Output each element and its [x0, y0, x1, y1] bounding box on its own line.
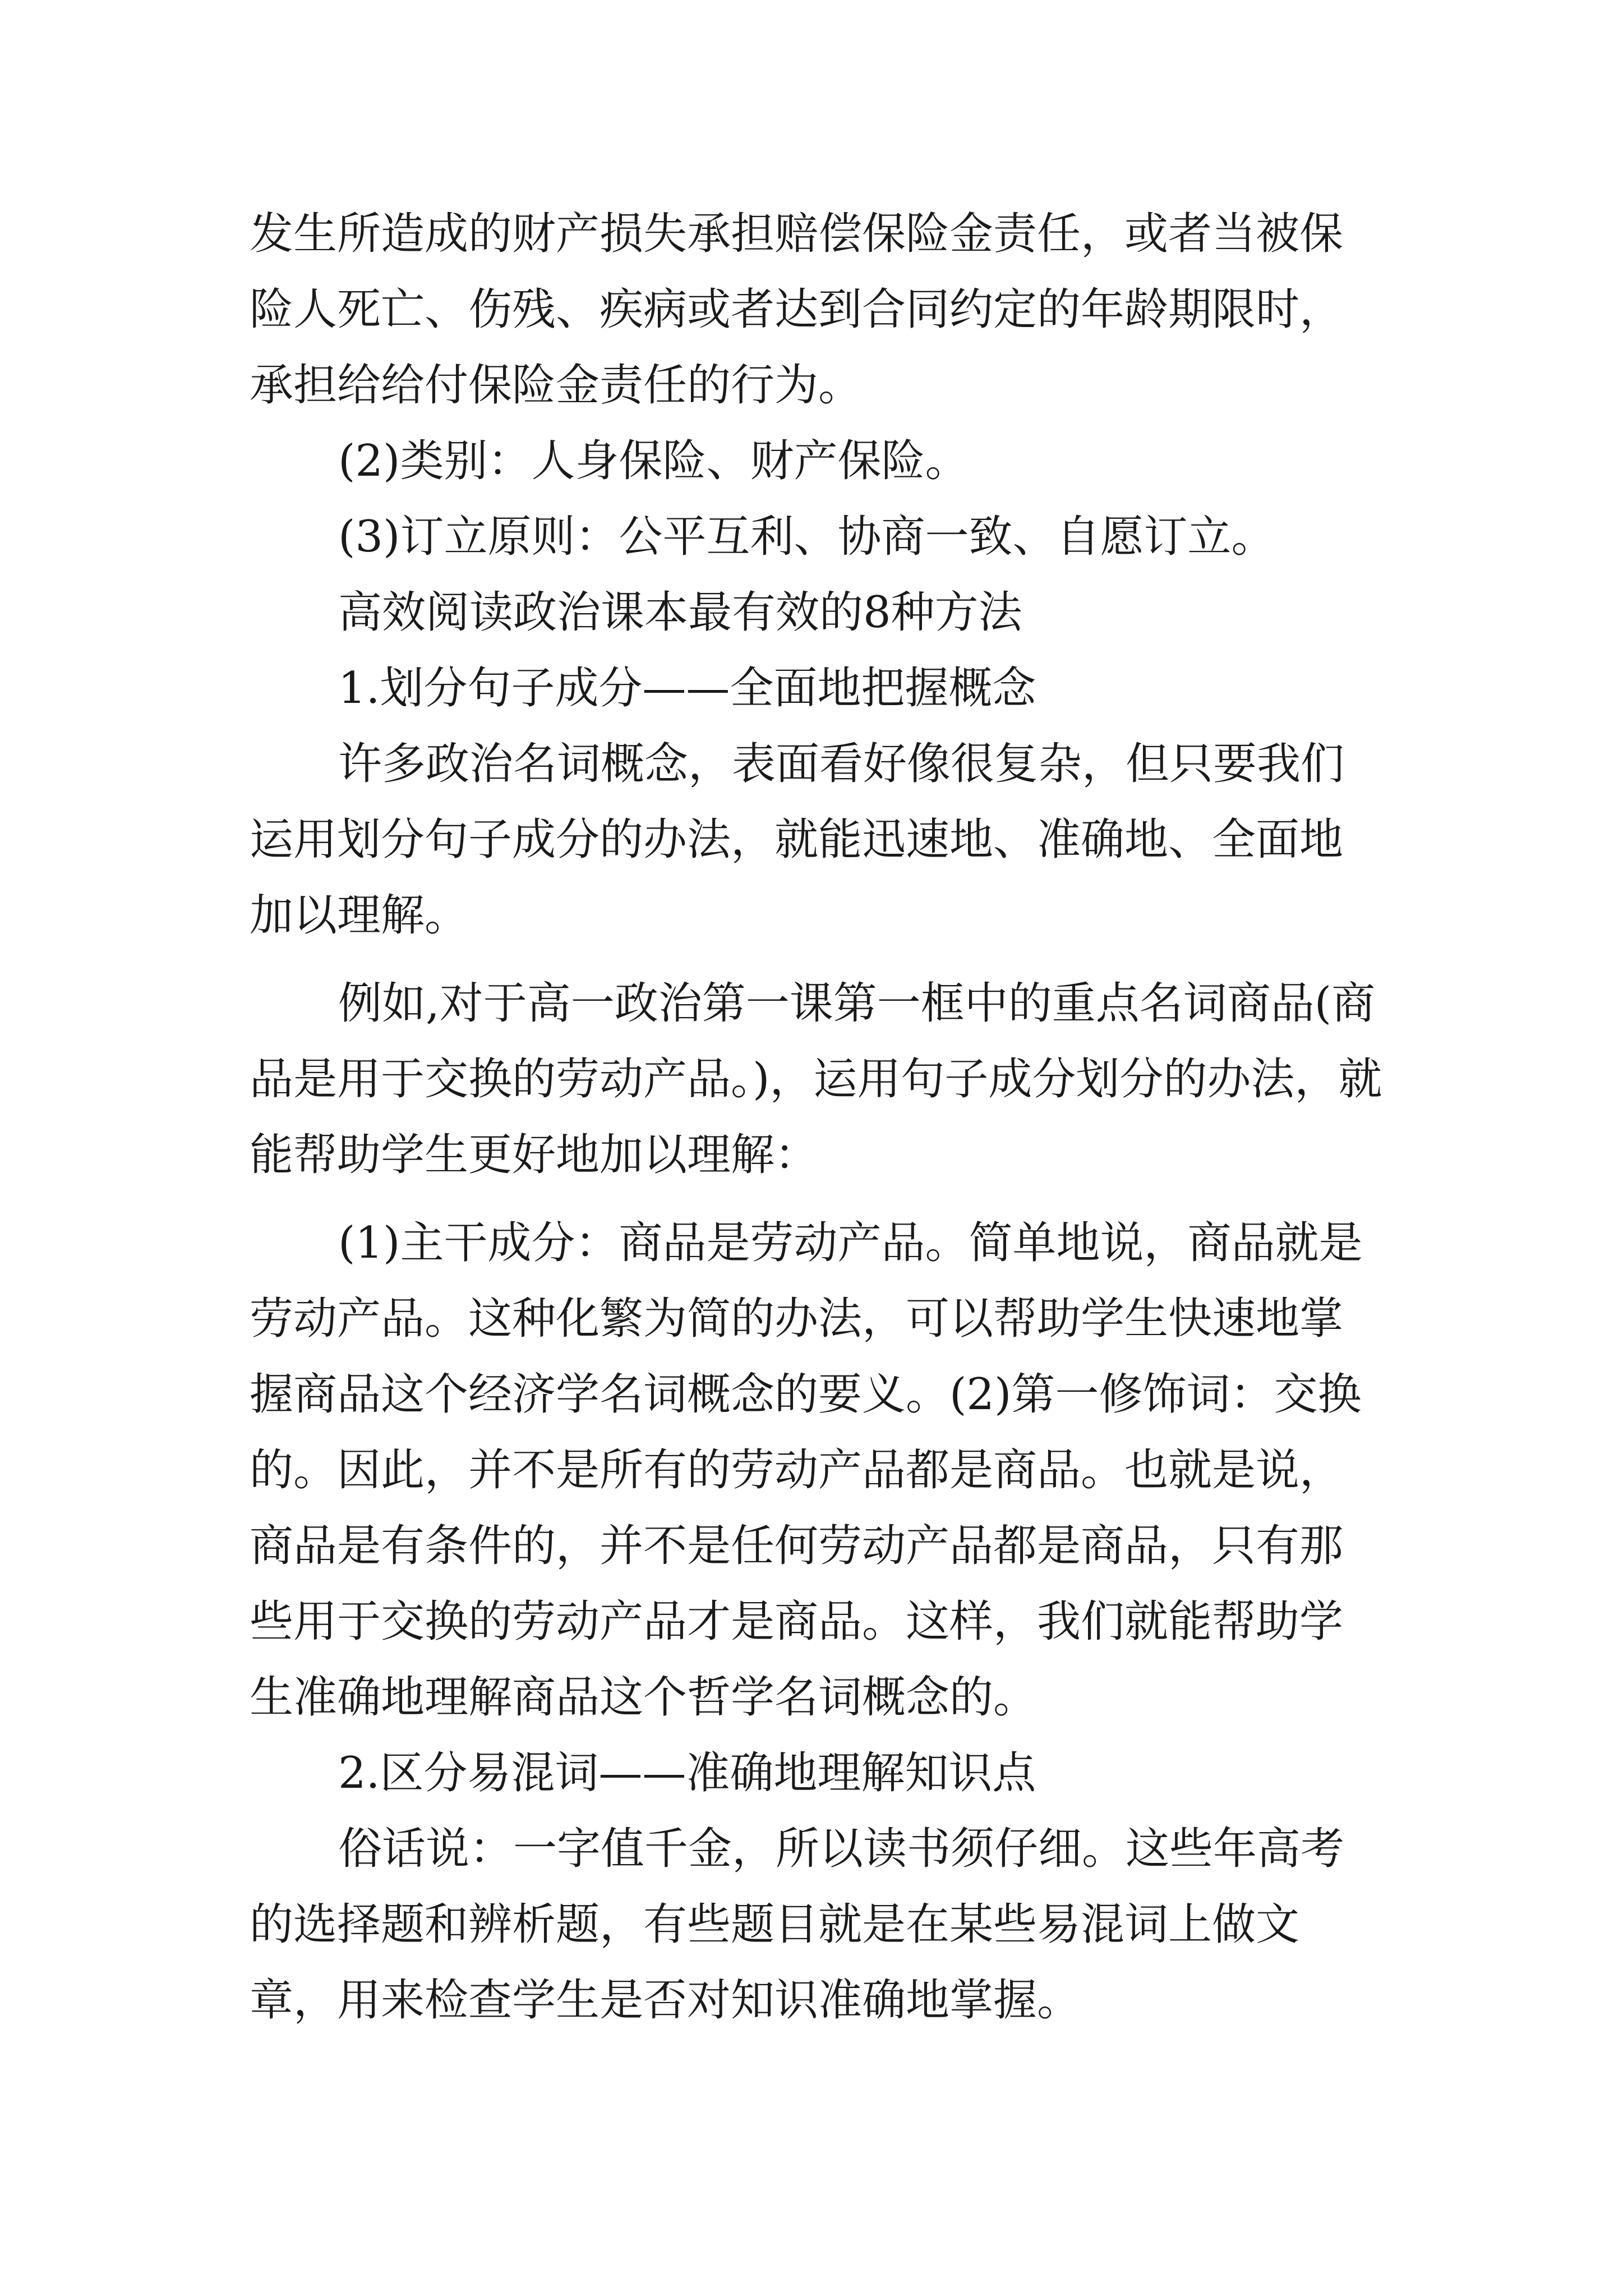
paragraph-insurance-principles: (3)订立原则：公平互利、协商一致、自愿订立。 — [338, 512, 1275, 562]
paragraph-method-2-intro: 俗话说：一字值千金，所以读书须仔细。这些年高考的选择题和辨析题，有些题目就是在某些易混词上做文章，用来检查学生是否对知识准确地掌握。 — [250, 1824, 1345, 2026]
section-heading-reading-methods: 高效阅读政治课本最有效的8种方法 — [338, 587, 1022, 638]
paragraph-spacer — [250, 1193, 1382, 1205]
paragraph-insurance-categories: (2)类别：人身保险、财产保险。 — [338, 436, 969, 486]
method-heading-1: 1.划分句子成分——全面地把握概念 — [338, 663, 1036, 714]
method-heading-2: 2.区分易混词——准确地理解知识点 — [338, 1748, 1036, 1798]
paragraph-method-1-analysis: (1)主干成分：商品是劳动产品。简单地说，商品就是劳动产品。这种化繁为简的办法，可以帮助学生快速地掌握商品这个经济学名词概念的要义。(2)第一修饰词：交换的。因此，并不是所有的劳动产品都是商品。也就是说，商品是有条件的，并不是任何劳动产品都是商品，只有那些用于交换的劳动产品才是商品。这样，我们就能帮助学生准确地理解商品这个哲学名词概念的。 — [250, 1218, 1363, 1723]
paragraph-spacer — [250, 954, 1382, 966]
paragraph-method-1-example: 例如,对于高一政治第一课第一框中的重点名词商品(商品是用于交换的劳动产品。)，运用句子成分划分的办法，就能帮助学生更好地加以理解： — [250, 978, 1382, 1180]
paragraph-insurance-definition-continued: 发生所造成的财产损失承担赔偿保险金责任，或者当被保险人死亡、伤残、疾病或者达到合同约定的年龄期限时，承担给给付保险金责任的行为。 — [250, 209, 1344, 411]
document-body — [250, 196, 1382, 2039]
paragraph-method-1-intro: 许多政治名词概念，表面看好像很复杂，但只要我们运用划分句子成分的办法，就能迅速地、准确地、全面地加以理解。 — [250, 739, 1345, 941]
